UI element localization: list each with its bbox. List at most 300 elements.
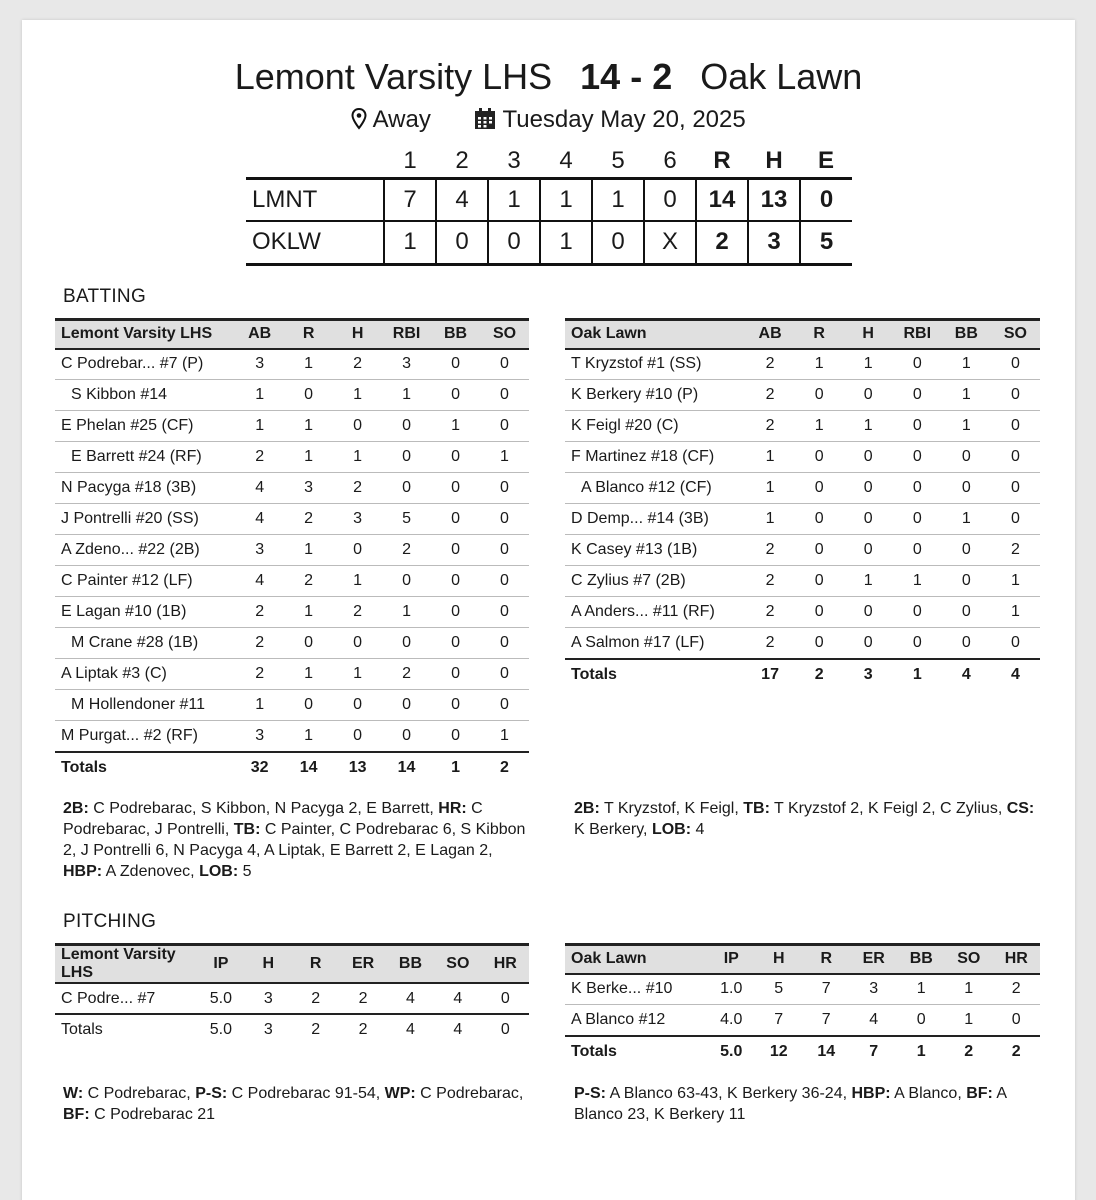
- player-name: K Casey #13 (1B): [565, 535, 746, 566]
- stat-cell: 0: [991, 628, 1040, 659]
- stat-cell: 3: [245, 983, 292, 1014]
- stat-cell: 1: [431, 411, 480, 442]
- table-row: [565, 566, 1040, 597]
- stat-cell: 0: [431, 628, 480, 659]
- inning-score: 0: [488, 221, 540, 264]
- stat-cell: 0: [898, 1005, 946, 1036]
- stat-cell: 1: [284, 535, 333, 566]
- stat-cell: 0: [893, 597, 942, 628]
- stat-cell: 1: [795, 411, 844, 442]
- note-key: TB:: [743, 800, 770, 817]
- note-text: T Kryzstof, K Feigl,: [599, 800, 744, 817]
- player-name: C Podre... #7: [55, 983, 197, 1014]
- stat-column-header: SO: [480, 320, 529, 349]
- inning-header: 5: [611, 147, 625, 175]
- player-name: M Hollendoner #11: [55, 690, 235, 721]
- note-key: LOB:: [199, 863, 239, 880]
- player-name: N Pacyga #18 (3B): [55, 473, 235, 504]
- stat-cell: 0: [893, 504, 942, 535]
- stat-cell: 1.0: [708, 974, 756, 1005]
- stat-cell: 0: [795, 442, 844, 473]
- table-header-row: [565, 945, 1040, 974]
- stat-column-header: SO: [945, 945, 993, 974]
- stat-cell: 2: [284, 504, 333, 535]
- stat-cell: 2: [284, 566, 333, 597]
- note-key: HR:: [438, 800, 467, 817]
- stat-cell: 1: [991, 597, 1040, 628]
- stat-cell: 3: [235, 535, 284, 566]
- stat-column-header: BB: [431, 320, 480, 349]
- stat-cell: 0: [480, 380, 529, 411]
- stat-cell: 0: [431, 380, 480, 411]
- stat-cell: 1: [844, 349, 893, 380]
- stat-column-header: ER: [339, 945, 386, 984]
- total-cell: 3: [245, 1014, 292, 1045]
- stat-cell: 1: [746, 504, 795, 535]
- stat-cell: 1: [945, 974, 993, 1005]
- total-cell: 5.0: [197, 1014, 244, 1045]
- stat-cell: 0: [480, 597, 529, 628]
- stat-cell: 0: [431, 721, 480, 752]
- note-key: WP:: [384, 1085, 416, 1102]
- stat-cell: 0: [942, 597, 991, 628]
- inning-score: 0: [644, 178, 696, 221]
- stat-column-header: SO: [991, 320, 1040, 349]
- stat-cell: 4: [235, 566, 284, 597]
- table-row: [55, 535, 529, 566]
- stat-cell: 0: [431, 473, 480, 504]
- table-row: [55, 566, 529, 597]
- table-row: [55, 411, 529, 442]
- note-key: LOB:: [651, 821, 692, 838]
- away-team-name: Oak Lawn: [700, 56, 863, 97]
- stat-column-header: RBI: [382, 320, 431, 349]
- stat-cell: 0: [333, 628, 382, 659]
- stat-cell: 2: [382, 659, 431, 690]
- home-batting-table: [55, 318, 529, 783]
- stat-cell: 3: [333, 504, 382, 535]
- stat-cell: 0: [844, 473, 893, 504]
- stat-cell: 0: [480, 411, 529, 442]
- stat-column-header: BB: [898, 945, 946, 974]
- stat-cell: 3: [235, 721, 284, 752]
- home-batting-notes: [63, 798, 533, 882]
- errors-header: E: [817, 147, 834, 175]
- stat-cell: 2: [235, 442, 284, 473]
- stat-column-header: IP: [708, 945, 756, 974]
- stat-cell: 1: [893, 566, 942, 597]
- stat-cell: 4: [850, 1005, 898, 1036]
- line-score-header: [246, 146, 852, 178]
- totals-row: [55, 752, 529, 783]
- stat-column-header: H: [844, 320, 893, 349]
- table-header-row: [55, 945, 529, 984]
- inning-score: 1: [384, 221, 436, 264]
- total-cell: 2: [795, 659, 844, 690]
- table-row: [55, 659, 529, 690]
- note-key: W:: [63, 1085, 84, 1102]
- line-score-row: [246, 178, 852, 221]
- stat-cell: 7: [803, 974, 851, 1005]
- table-header-row: [55, 320, 529, 349]
- note-text: C Podrebarac,: [415, 1085, 524, 1102]
- totals-label: Totals: [55, 752, 235, 783]
- table-row: [55, 690, 529, 721]
- box-score-page: [22, 20, 1075, 1200]
- player-name: E Phelan #25 (CF): [55, 411, 235, 442]
- stat-cell: 0: [991, 349, 1040, 380]
- stat-cell: 4: [235, 504, 284, 535]
- inning-header: 2: [455, 147, 469, 175]
- total-cell: 4: [942, 659, 991, 690]
- stat-cell: 2: [746, 535, 795, 566]
- player-name: A Blanco #12: [565, 1005, 708, 1036]
- map-pin-icon: [351, 108, 367, 130]
- stat-cell: 0: [431, 690, 480, 721]
- line-score-team-header: [246, 146, 384, 178]
- table-row: [55, 983, 529, 1014]
- stat-column-header: RBI: [893, 320, 942, 349]
- stat-cell: 2: [235, 659, 284, 690]
- table-row: [55, 473, 529, 504]
- stat-cell: 0: [482, 983, 529, 1014]
- stat-cell: 0: [480, 628, 529, 659]
- note-text: C Podrebarac,: [83, 1085, 196, 1102]
- note-text: C Podrebarac, S Kibbon, N Pacyga 2, E Barrett,: [88, 800, 439, 817]
- stat-cell: 0: [844, 628, 893, 659]
- inning-header: 3: [507, 147, 521, 175]
- note-text: C Podrebarac 91-54,: [227, 1085, 385, 1102]
- stat-cell: 1: [333, 659, 382, 690]
- stat-column-header: H: [245, 945, 292, 984]
- table-row: [55, 380, 529, 411]
- stat-cell: 0: [284, 628, 333, 659]
- totals-row: [55, 1014, 529, 1045]
- stat-cell: 4: [387, 983, 434, 1014]
- player-name: J Pontrelli #20 (SS): [55, 504, 235, 535]
- stat-cell: 1: [898, 974, 946, 1005]
- note-text: A Blanco,: [890, 1085, 967, 1102]
- stat-cell: 0: [795, 380, 844, 411]
- stat-cell: 0: [893, 535, 942, 566]
- team-column-header: Lemont Varsity LHS: [55, 320, 235, 349]
- inning-score: 4: [436, 178, 488, 221]
- table-row: [565, 628, 1040, 659]
- note-text: K Berkery,: [574, 821, 652, 838]
- total-cell: 5.0: [708, 1036, 756, 1067]
- stat-cell: 1: [284, 659, 333, 690]
- note-text: 4: [691, 821, 705, 838]
- stat-cell: 1: [746, 442, 795, 473]
- table-row: [55, 628, 529, 659]
- note-text: C Podrebarac 21: [89, 1106, 216, 1123]
- note-key: 2B:: [63, 800, 89, 817]
- stat-column-header: HR: [993, 945, 1041, 974]
- table-row: [565, 411, 1040, 442]
- inning-header: 1: [403, 147, 417, 175]
- player-name: T Kryzstof #1 (SS): [565, 349, 746, 380]
- table-row: [55, 349, 529, 380]
- stat-cell: 0: [480, 659, 529, 690]
- batting-section-label: BATTING: [63, 286, 147, 307]
- final-score: 14 - 2: [580, 56, 673, 97]
- stat-cell: 1: [991, 566, 1040, 597]
- stat-cell: 0: [993, 1005, 1041, 1036]
- stat-cell: 0: [382, 690, 431, 721]
- player-name: K Berke... #10: [565, 974, 708, 1005]
- stat-column-header: HR: [482, 945, 529, 984]
- table-header-row: [565, 320, 1040, 349]
- stat-cell: 2: [333, 597, 382, 628]
- table-row: [565, 597, 1040, 628]
- stat-column-header: H: [333, 320, 382, 349]
- player-name: M Crane #28 (1B): [55, 628, 235, 659]
- stat-cell: 1: [942, 349, 991, 380]
- hits-total: 3: [748, 221, 800, 264]
- stat-cell: 1: [235, 690, 284, 721]
- player-name: A Blanco #12 (CF): [565, 473, 746, 504]
- inning-score: 0: [592, 221, 644, 264]
- stat-cell: 1: [333, 380, 382, 411]
- stat-cell: 2: [746, 380, 795, 411]
- stat-cell: 2: [746, 597, 795, 628]
- table-row: [55, 504, 529, 535]
- note-key: BF:: [966, 1085, 993, 1102]
- stat-cell: 0: [480, 566, 529, 597]
- stat-cell: 0: [942, 566, 991, 597]
- stat-cell: 0: [942, 535, 991, 566]
- stat-cell: 0: [333, 690, 382, 721]
- stat-cell: 2: [292, 983, 339, 1014]
- stat-cell: 2: [991, 535, 1040, 566]
- total-cell: 1: [898, 1036, 946, 1067]
- total-cell: 4: [387, 1014, 434, 1045]
- line-score-table: [246, 146, 852, 266]
- stat-cell: 0: [893, 411, 942, 442]
- note-key: TB:: [233, 821, 261, 838]
- player-name: A Anders... #11 (RF): [565, 597, 746, 628]
- player-name: K Feigl #20 (C): [565, 411, 746, 442]
- stat-cell: 0: [480, 690, 529, 721]
- stat-cell: 1: [844, 566, 893, 597]
- stat-cell: 1: [795, 349, 844, 380]
- inning-score: X: [644, 221, 696, 264]
- stat-cell: 1: [284, 597, 333, 628]
- hits-header: H: [765, 147, 783, 175]
- stat-cell: 0: [431, 504, 480, 535]
- total-cell: 1: [431, 752, 480, 783]
- stat-cell: 1: [942, 504, 991, 535]
- total-cell: 2: [945, 1036, 993, 1067]
- stat-cell: 0: [844, 380, 893, 411]
- stat-cell: 0: [382, 442, 431, 473]
- location-label: Away: [372, 106, 431, 133]
- stat-cell: 0: [284, 690, 333, 721]
- stat-column-header: R: [795, 320, 844, 349]
- stat-cell: 0: [893, 349, 942, 380]
- away-batting-table: [565, 318, 1040, 690]
- player-name: K Berkery #10 (P): [565, 380, 746, 411]
- stat-cell: 2: [993, 974, 1041, 1005]
- runs-total: 2: [696, 221, 748, 264]
- total-cell: 14: [803, 1036, 851, 1067]
- stat-cell: 0: [991, 380, 1040, 411]
- player-name: C Painter #12 (LF): [55, 566, 235, 597]
- stat-cell: 2: [235, 628, 284, 659]
- table-row: [565, 349, 1040, 380]
- stat-cell: 1: [844, 411, 893, 442]
- stat-column-header: ER: [850, 945, 898, 974]
- stat-cell: 0: [795, 597, 844, 628]
- stat-cell: 0: [431, 349, 480, 380]
- errors-total: 0: [800, 178, 852, 221]
- stat-cell: 0: [795, 504, 844, 535]
- stat-cell: 0: [431, 566, 480, 597]
- player-name: A Salmon #17 (LF): [565, 628, 746, 659]
- stat-cell: 1: [942, 411, 991, 442]
- stat-cell: 0: [480, 504, 529, 535]
- stat-column-header: R: [292, 945, 339, 984]
- table-row: [55, 442, 529, 473]
- stat-cell: 1: [284, 442, 333, 473]
- table-row: [565, 535, 1040, 566]
- note-text: A Blanco 23, K Berkery 11: [574, 1085, 1007, 1123]
- home-team-name: Lemont Varsity LHS: [234, 56, 553, 97]
- away-batting-notes: [574, 798, 1044, 840]
- home-pitching-notes: [63, 1083, 533, 1125]
- total-cell: 13: [333, 752, 382, 783]
- note-text: 5: [238, 863, 252, 880]
- stat-cell: 0: [991, 504, 1040, 535]
- stat-cell: 0: [382, 566, 431, 597]
- team-column-header: Oak Lawn: [565, 945, 708, 974]
- stat-cell: 0: [382, 473, 431, 504]
- stat-column-header: SO: [434, 945, 481, 984]
- away-pitching-table: [565, 943, 1040, 1067]
- stat-cell: 0: [284, 380, 333, 411]
- stat-cell: 4: [235, 473, 284, 504]
- table-row: [565, 974, 1040, 1005]
- errors-total: 5: [800, 221, 852, 264]
- stat-column-header: BB: [387, 945, 434, 984]
- stat-cell: 0: [480, 473, 529, 504]
- stat-cell: 2: [746, 628, 795, 659]
- team-column-header: Lemont Varsity LHS: [55, 945, 197, 984]
- note-key: CS:: [1006, 800, 1035, 817]
- table-row: [565, 442, 1040, 473]
- hits-total: 13: [748, 178, 800, 221]
- stat-cell: 3: [235, 349, 284, 380]
- team-column-header: Oak Lawn: [565, 320, 746, 349]
- stat-cell: 4: [434, 983, 481, 1014]
- game-date: Tuesday May 20, 2025: [502, 106, 746, 133]
- stat-cell: 7: [803, 1005, 851, 1036]
- stat-cell: 1: [942, 380, 991, 411]
- stat-cell: 1: [333, 442, 382, 473]
- game-title: [22, 56, 1075, 98]
- stat-cell: 0: [333, 535, 382, 566]
- player-name: M Purgat... #2 (RF): [55, 721, 235, 752]
- total-cell: 12: [755, 1036, 803, 1067]
- note-key: BF:: [63, 1106, 90, 1123]
- note-key: P-S:: [574, 1085, 606, 1102]
- stat-cell: 1: [235, 411, 284, 442]
- total-cell: 7: [850, 1036, 898, 1067]
- stat-cell: 0: [795, 566, 844, 597]
- player-name: C Podrebar... #7 (P): [55, 349, 235, 380]
- total-cell: 2: [339, 1014, 386, 1045]
- total-cell: 14: [382, 752, 431, 783]
- inning-header: 4: [559, 147, 573, 175]
- total-cell: 1: [893, 659, 942, 690]
- table-row: [565, 1005, 1040, 1036]
- total-cell: 2: [480, 752, 529, 783]
- note-key: 2B:: [574, 800, 600, 817]
- note-text: C Podrebarac, J Pontrelli,: [63, 800, 483, 838]
- line-score-row: [246, 221, 852, 264]
- stat-cell: 0: [844, 442, 893, 473]
- player-name: E Lagan #10 (1B): [55, 597, 235, 628]
- stat-cell: 0: [333, 721, 382, 752]
- stat-cell: 1: [746, 473, 795, 504]
- stat-cell: 0: [431, 597, 480, 628]
- stat-column-header: AB: [746, 320, 795, 349]
- stat-cell: 0: [382, 628, 431, 659]
- stat-cell: 1: [945, 1005, 993, 1036]
- total-cell: 32: [235, 752, 284, 783]
- note-key: HBP:: [851, 1085, 891, 1102]
- stat-cell: 1: [382, 597, 431, 628]
- stat-column-header: AB: [235, 320, 284, 349]
- pitching-section-label: PITCHING: [63, 911, 157, 932]
- stat-cell: 0: [480, 349, 529, 380]
- stat-cell: 0: [431, 659, 480, 690]
- game-meta: [22, 106, 1075, 134]
- stat-cell: 2: [382, 535, 431, 566]
- player-name: D Demp... #14 (3B): [565, 504, 746, 535]
- stat-cell: 5: [382, 504, 431, 535]
- stat-cell: 0: [942, 628, 991, 659]
- stat-cell: 2: [746, 349, 795, 380]
- inning-score: 7: [384, 178, 436, 221]
- stat-cell: 7: [755, 1005, 803, 1036]
- totals-row: [565, 659, 1040, 690]
- player-name: A Zdeno... #22 (2B): [55, 535, 235, 566]
- stat-cell: 2: [746, 411, 795, 442]
- table-row: [55, 721, 529, 752]
- stat-cell: 0: [431, 442, 480, 473]
- total-cell: 4: [991, 659, 1040, 690]
- stat-cell: 1: [480, 442, 529, 473]
- stat-cell: 0: [991, 442, 1040, 473]
- table-row: [55, 597, 529, 628]
- stat-column-header: IP: [197, 945, 244, 984]
- inning-score: 0: [436, 221, 488, 264]
- note-key: P-S:: [195, 1085, 228, 1102]
- stat-cell: 0: [893, 473, 942, 504]
- stat-cell: 0: [893, 380, 942, 411]
- inning-score: 1: [488, 178, 540, 221]
- stat-cell: 0: [795, 535, 844, 566]
- table-row: [565, 380, 1040, 411]
- totals-label: Totals: [565, 659, 746, 690]
- total-cell: 17: [746, 659, 795, 690]
- total-cell: 2: [993, 1036, 1041, 1067]
- note-text: A Zdenovec,: [102, 863, 200, 880]
- stat-cell: 1: [284, 349, 333, 380]
- calendar-icon: [474, 108, 496, 130]
- note-text: A Blanco 63-43, K Berkery 36-24,: [606, 1085, 852, 1102]
